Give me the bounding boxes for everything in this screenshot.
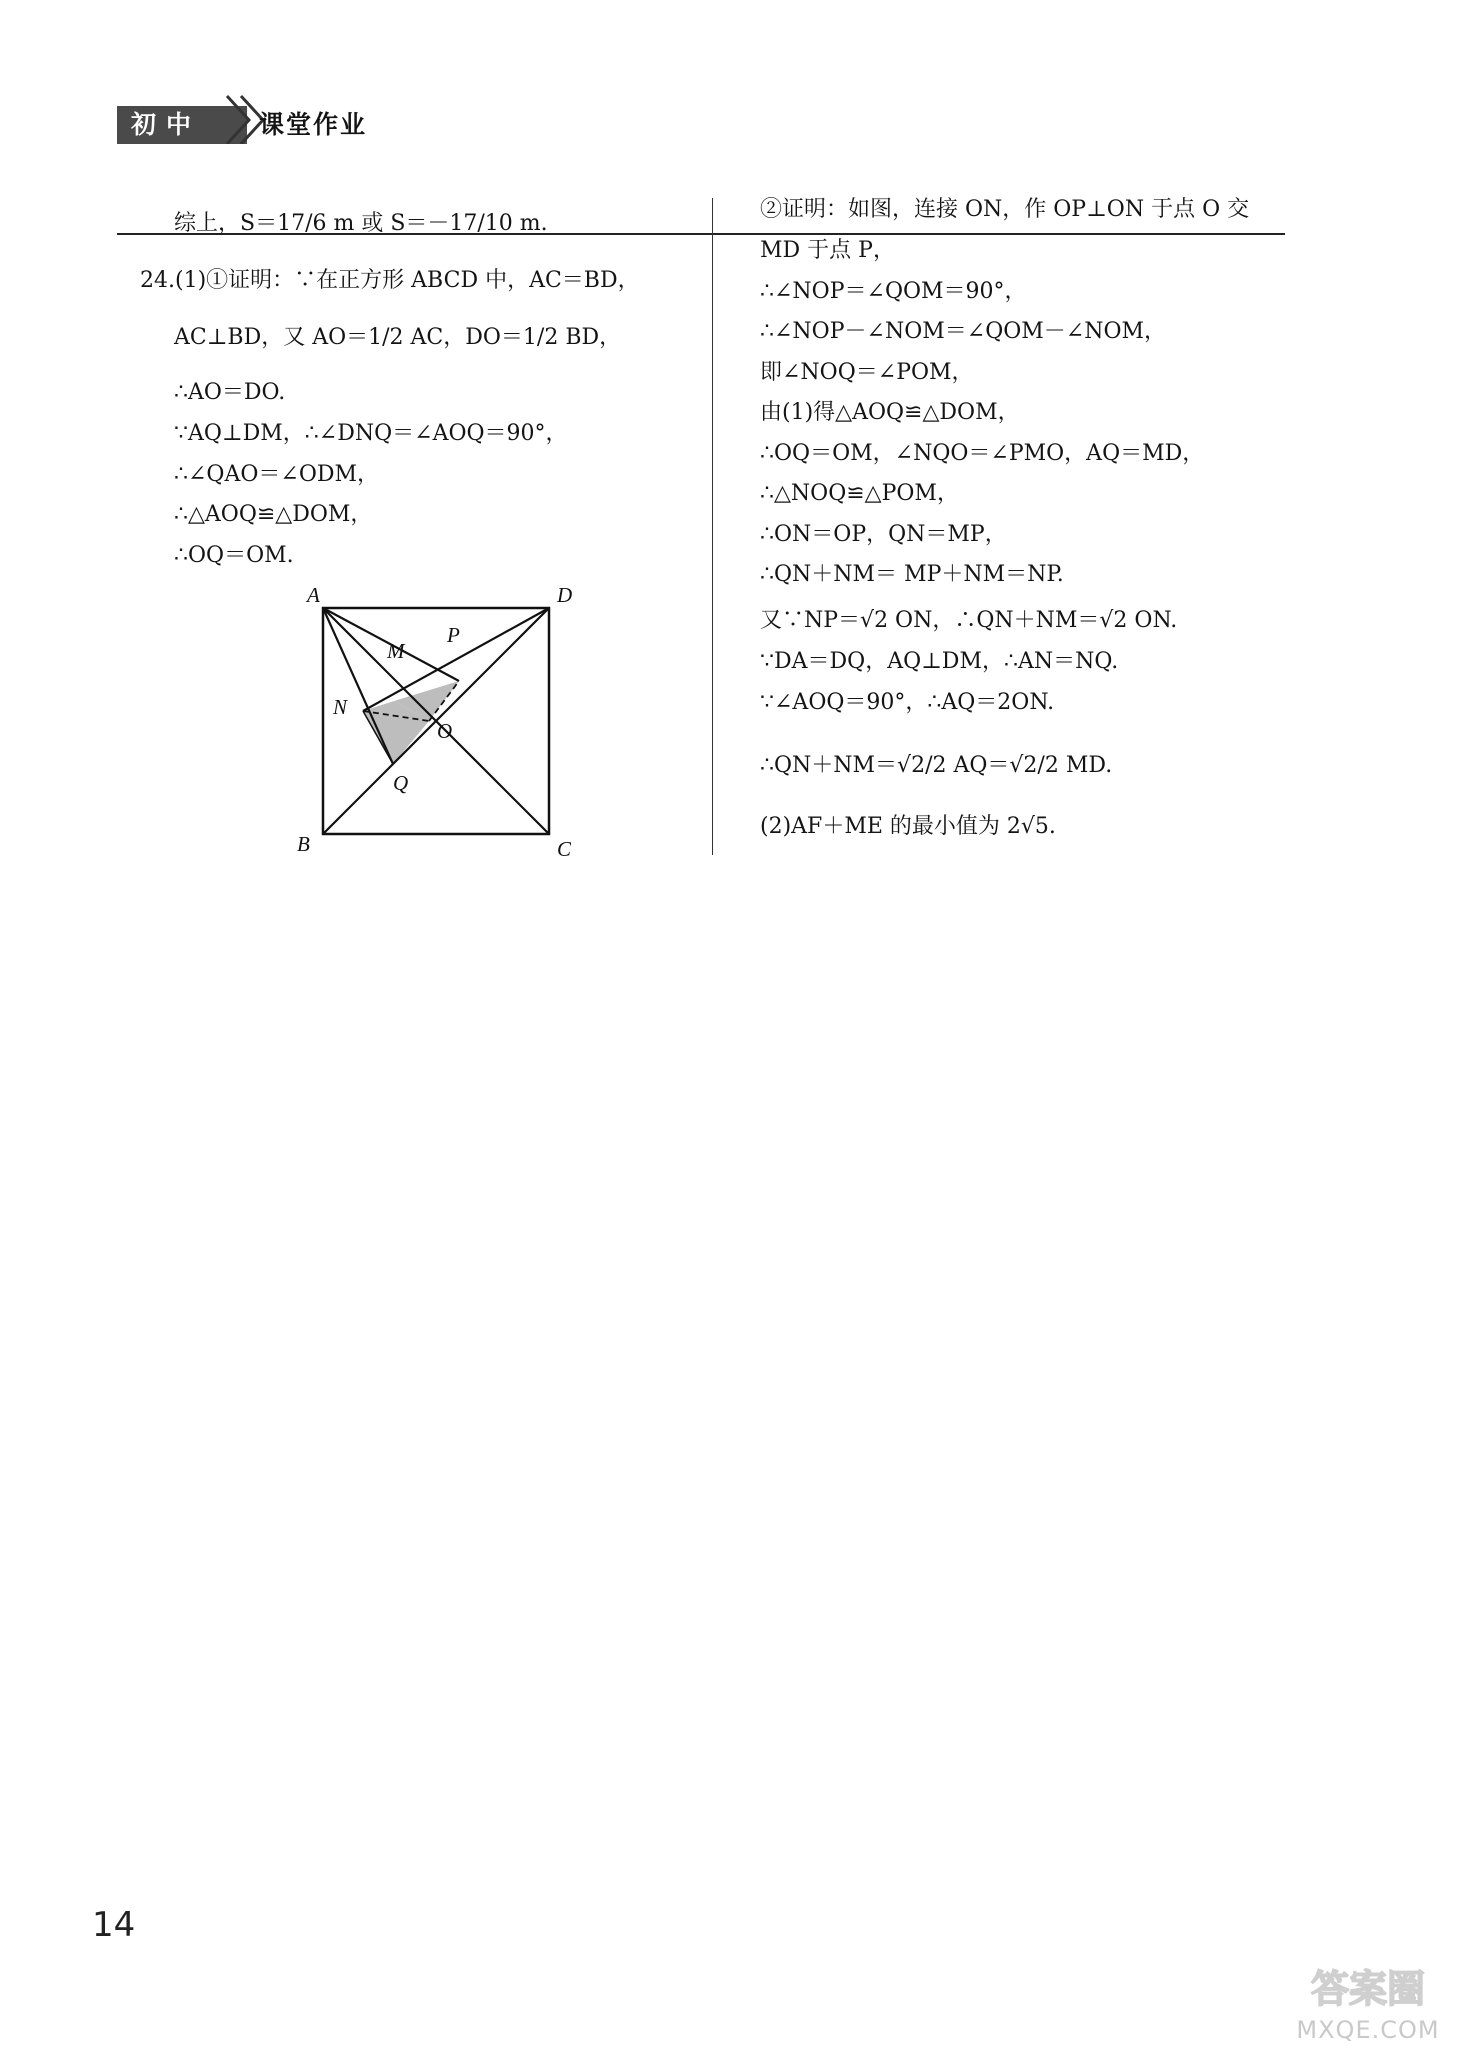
- right-line-3: ∴∠NOP＝∠QOM＝90°，: [760, 279, 1027, 304]
- watermark-logo-icon: [1293, 1960, 1443, 2012]
- left-line-3: AC⊥BD，又 AO＝1/2 AC，DO＝1/2 BD，: [174, 325, 622, 350]
- right-line-2: MD 于点 P，: [760, 238, 895, 263]
- label-p: P: [447, 623, 460, 647]
- right-line-9: ∴ON＝OP，QN＝MP，: [760, 522, 1007, 547]
- square-geometry-figure: [295, 580, 585, 860]
- right-line-15: (2)AF＋ME 的最小值为 2√5.: [760, 814, 1056, 839]
- label-b: B: [297, 832, 310, 856]
- left-line-7: ∴△AOQ≌△DOM，: [174, 502, 373, 527]
- left-line-4: ∴AO＝DO.: [174, 380, 286, 405]
- watermark: [1283, 1960, 1453, 2048]
- left-line-6: ∴∠QAO＝∠ODM，: [174, 462, 380, 487]
- left-line-1: 综上，S＝17/6 m 或 S＝－17/10 m.: [174, 211, 548, 236]
- label-m: M: [387, 639, 405, 663]
- right-line-14: ∴QN＋NM＝√2/2 AQ＝√2/2 MD.: [760, 753, 1113, 778]
- page-number: 14: [92, 1905, 136, 1945]
- label-n: N: [333, 695, 348, 719]
- watermark-text: MXQE.COM: [1296, 2016, 1440, 2044]
- right-line-5: 即∠NOQ＝∠POM，: [760, 360, 974, 385]
- watermark-logo-text: 答案圈: [1310, 1967, 1426, 2011]
- header-badge: 初中: [117, 106, 247, 144]
- right-line-12: ∵DA＝DQ，AQ⊥DM，∴AN＝NQ.: [760, 649, 1119, 674]
- left-line-8: ∴OQ＝OM.: [174, 543, 294, 568]
- label-a: A: [307, 583, 320, 607]
- right-line-7: ∴OQ＝OM，∠NQO＝∠PMO，AQ＝MD，: [760, 441, 1205, 466]
- label-q: Q: [393, 771, 409, 795]
- right-line-13: ∵∠AOQ＝90°，∴AQ＝2ON.: [760, 690, 1055, 715]
- right-line-11: 又∵NP＝√2 ON，∴QN＋NM＝√2 ON.: [760, 608, 1178, 633]
- right-line-1: ②证明：如图，连接 ON，作 OP⊥ON 于点 O 交: [760, 197, 1250, 222]
- column-divider: [712, 198, 713, 855]
- label-d: D: [557, 583, 573, 607]
- page-header: [117, 92, 1285, 142]
- label-o: O: [437, 719, 453, 743]
- right-line-4: ∴∠NOP－∠NOM＝∠QOM－∠NOM，: [760, 319, 1167, 344]
- right-line-10: ∴QN＋NM＝ MP＋NM＝NP.: [760, 562, 1064, 587]
- right-line-6: 由(1)得△AOQ≌△DOM，: [760, 400, 1020, 425]
- header-title: 课堂作业: [259, 110, 368, 139]
- left-line-5: ∵AQ⊥DM，∴∠DNQ＝∠AOQ＝90°，: [174, 421, 568, 446]
- left-line-2: 24.(1)①证明：∵在正方形 ABCD 中，AC＝BD，: [140, 268, 640, 293]
- label-c: C: [557, 837, 572, 860]
- right-line-8: ∴△NOQ≌△POM，: [760, 481, 959, 506]
